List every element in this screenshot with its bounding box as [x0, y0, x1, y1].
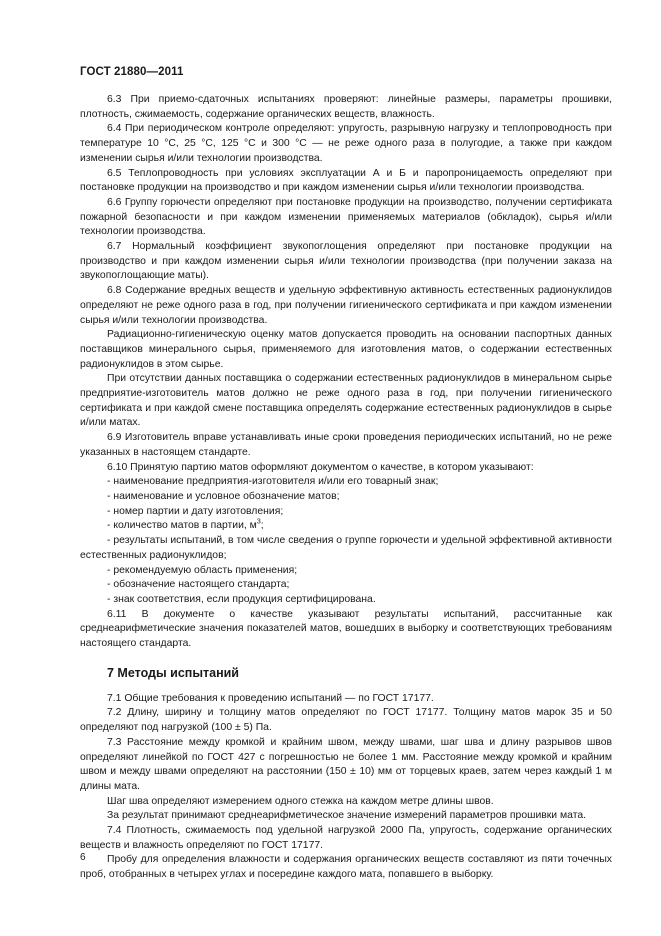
list-item-text: - количество матов в партии, м: [107, 520, 257, 532]
list-item: - номер партии и дату изготовления;: [107, 505, 284, 517]
paragraph-6-3: 6.3 При приемо-сдаточных испытаниях проверяют: линейные размеры, параметры прошивки, плотность, сжимаемость, содержание органических веществ, влажность.: [80, 94, 612, 120]
section-heading: 7 Методы испытаний: [107, 665, 239, 680]
list-item: - рекомендуемую область применения;: [107, 564, 298, 576]
superscript: 3: [256, 518, 261, 526]
paragraph-6-10: 6.10 Принятую партию матов оформляют документом о качестве, в котором указывают:: [107, 461, 534, 473]
paragraph-7-4: 7.4 Плотность, сжимаемость под удельной нагрузкой 2000 Па, упругость, содержание органических веществ и влажность определяют по ГОСТ 17177.: [80, 825, 612, 851]
paragraph-6-8: 6.8 Содержание вредных веществ и удельную эффективную активность естественных радионуклидов определяют не реже одного раза в год, при получении гигиенического сертификата и при каждом изменении сырья и/или технологии производства.: [80, 285, 612, 326]
paragraph-6-7: 6.7 Нормальный коэффициент звукопоглощения определяют при постановке продукции на производство и при каждом изменении сырья и/или технологии производства (при получении заказа на звукопоглощающие маты).: [80, 241, 612, 282]
paragraph-7-3: 7.3 Расстояние между кромкой и крайним швом, между швами, шаг шва и длину разрывов швов определяют линейкой по ГОСТ 427 с погрешностью не более 1 мм. Расстояние между кромкой и крайним швом и между швами определяют на расстоянии (150 ± 10) мм от торцевых краев, затем через каждый 1 м длины мата.: [80, 736, 612, 792]
list-item: - обозначение настоящего стандарта;: [107, 579, 290, 591]
paragraph-7-1: 7.1 Общие требования к проведению испытаний — по ГОСТ 17177.: [107, 692, 434, 704]
paragraph-stitch-step: Шаг шва определяют измерением одного стежка на каждом метре длины швов.: [107, 795, 494, 807]
paragraph-result: За результат принимают среднеарифметическое значение измерений параметров прошивки мата.: [107, 810, 587, 822]
document-body: [80, 93, 612, 883]
page-number: 6: [80, 852, 86, 863]
paragraph-6-9: 6.9 Изготовитель вправе устанавливать иные сроки проведения периодических испытаний, но не реже указанных в настоящем стандарте.: [80, 432, 612, 458]
paragraph-no-supplier-data: При отсутствии данных поставщика о содержании естественных радионуклидов в минеральном сырье предприятие-изготовитель матов должно не реже одного раза в год, при получении гигиенического сертификата и при каждой смене поставщика определять содержание естественных радионуклидов в сырье и/или матах.: [80, 373, 612, 429]
paragraph-6-11: 6.11 В документе о качестве указывают результаты испытаний, рассчитанные как среднеарифметические значения показателей матов, вошедших в выборку и соответствующих требованиям настоящего стандарта.: [80, 608, 612, 650]
paragraph-sample: Пробу для определения влажности и содержания органических веществ составляют из пяти точечных проб, отобранных в четырех углах и посередине каждого мата, попавшего в выборку.: [80, 854, 612, 881]
paragraph-6-6: 6.6 Группу горючести определяют при постановке продукции на производство, получении сертификата пожарной безопасности и при каждом изменении применяемых материалов (обкладок), сырья и/или технологии производства.: [80, 196, 612, 238]
list-item: - наименование предприятия-изготовителя и/или его товарный знак;: [107, 476, 439, 488]
paragraph-6-5: 6.5 Теплопроводность при условиях эксплуатации А и Б и паропроницаемость определяют при постановке продукции на производство и при каждом изменении сырья и/или технологии производства.: [80, 167, 612, 194]
paragraph-7-2: 7.2 Длину, ширину и толщину матов определяют по ГОСТ 17177. Толщину матов марок 35 и 50 определяют под нагрузкой (100 ± 5) Па.: [80, 707, 612, 734]
list-item: - знак соответствия, если продукция сертифицирована.: [107, 593, 376, 605]
list-item-end: ;: [260, 520, 264, 532]
list-item: - наименование и условное обозначение матов;: [107, 490, 340, 502]
list-item: - результаты испытаний, в том числе сведения о группе горючести и удельной эффективной активности естественных радионуклидов;: [80, 535, 612, 561]
paragraph-6-4: 6.4 При периодическом контроле определяют: упругость, разрывную нагрузку и теплопроводность при температуре 10 °С, 25 °С, 125 °С и 300 °С — не реже одного раза в полугодие, а также при каждом изменении сырья и/или технологии производства.: [80, 123, 612, 164]
paragraph-radiation-assessment: Радиационно-гигиеническую оценку матов допускается проводить на основании паспортных данных поставщиков минерального сырья, применяемого для изготовления матов, о содержании естественных радионуклидов в этом сырье.: [80, 329, 612, 370]
list-item: [80, 519, 612, 534]
document-header: ГОСТ 21880—2011: [80, 66, 184, 78]
